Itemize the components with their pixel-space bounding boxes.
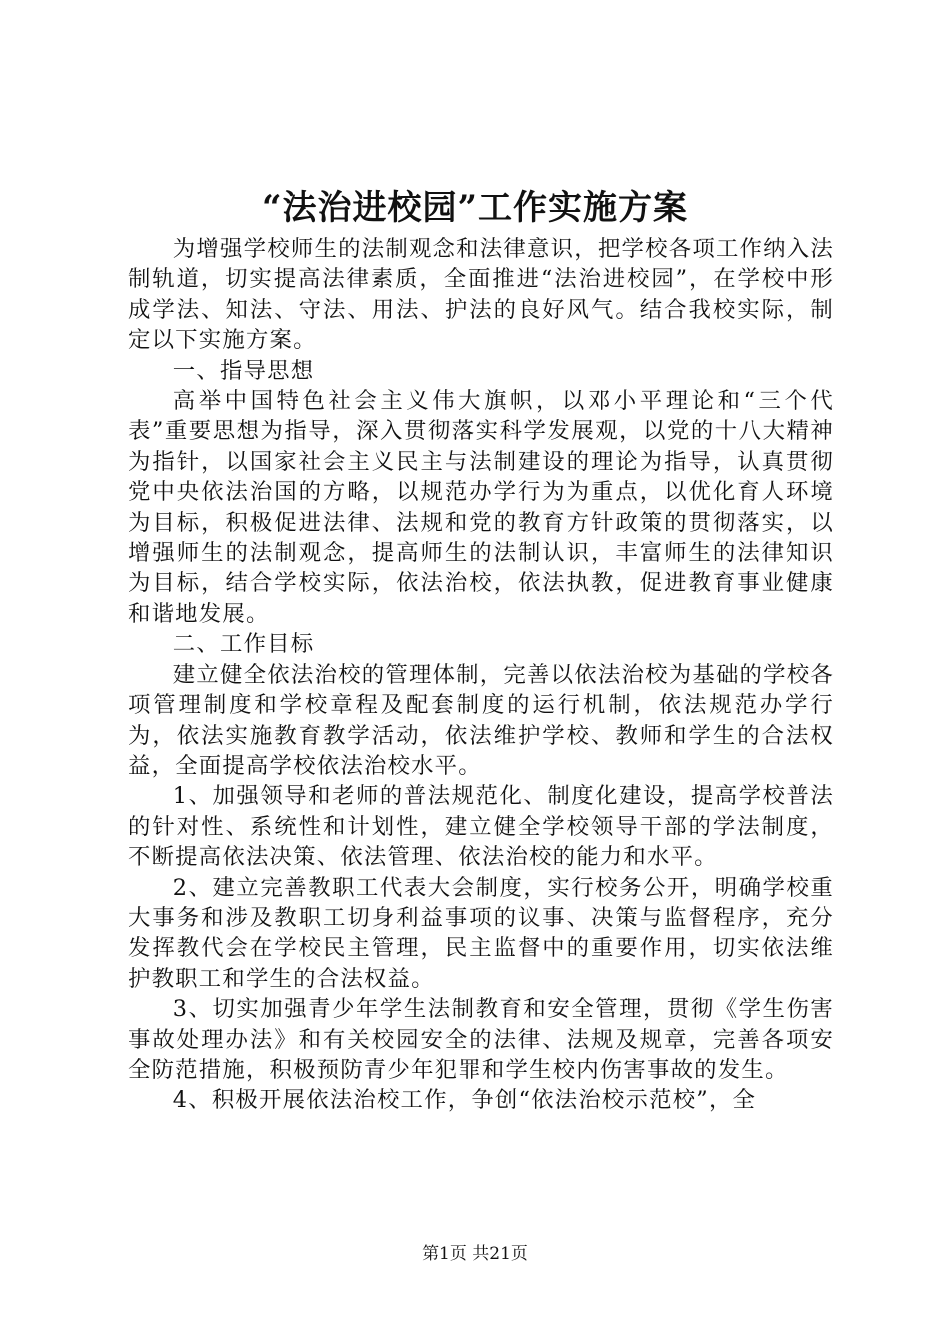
guiding-thought-paragraph: 高举中国特色社会主义伟大旗帜，以邓小平理论和“三个代表”重要思想为指导，深入贯彻落实科学发展观，以党的十八大精神为指针，以国家社会主义民主与法制建设的理论为指导，认真贯彻党中央依法治国的方略，以规范办学行为为重点，以优化育人环境为目标，积极促进法律、法规和党的教育方针政策的贯彻落实，以增强师生的法制观念，提高师生的法制认识，丰富师生的法律知识为目标，结合学校实际，依法治校，依法执教，促进教育事业健康和谐地发展。 — [128, 388, 834, 627]
goal-item-1: 1、加强领导和老师的普法规范化、制度化建设，提高学校普法的针对性、系统性和计划性，建立健全学校领导干部的学法制度，不断提高依法决策、依法管理、依法治校的能力和水平。 — [128, 783, 834, 871]
section-heading-guiding-thought: 一、指导思想 — [172, 357, 315, 384]
goal-item-4: 4、积极开展依法治校工作，争创“依法治校示范校”，全 — [172, 1087, 757, 1114]
work-goals-paragraph: 建立健全依法治校的管理体制，完善以依法治校为基础的学校各项管理制度和学校章程及配套制度的运行机制，依法规范办学行为，依法实施教育教学活动，依法维护学校、教师和学生的合法权益，全面提高学校依法治校水平。 — [128, 661, 834, 779]
goal-item-2: 2、建立完善教职工代表大会制度，实行校务公开，明确学校重大事务和涉及教职工切身利益事项的议事、决策与监督程序，充分发挥教代会在学校民主管理，民主监督中的重要作用，切实依法维护教职工和学生的合法权益。 — [128, 874, 834, 992]
page-number-footer: 第1页 共21页 — [422, 1244, 528, 1264]
intro-paragraph: 为增强学校师生的法制观念和法律意识，把学校各项工作纳入法制轨道，切实提高法律素质，全面推进“法治进校园”，在学校中形成学法、知法、守法、用法、护法的良好风气。结合我校实际，制定以下实施方案。 — [128, 236, 834, 354]
document-title: “法治进校园”工作实施方案 — [261, 188, 689, 228]
document-body — [128, 234, 834, 1116]
goal-item-3: 3、切实加强青少年学生法制教育和安全管理，贯彻《学生伤害事故处理办法》和有关校园安全的法律、法规及规章，完善各项安全防范措施，积极预防青少年犯罪和学生校内伤害事故的发生。 — [128, 996, 834, 1083]
section-heading-work-goals: 二、工作目标 — [172, 631, 315, 658]
